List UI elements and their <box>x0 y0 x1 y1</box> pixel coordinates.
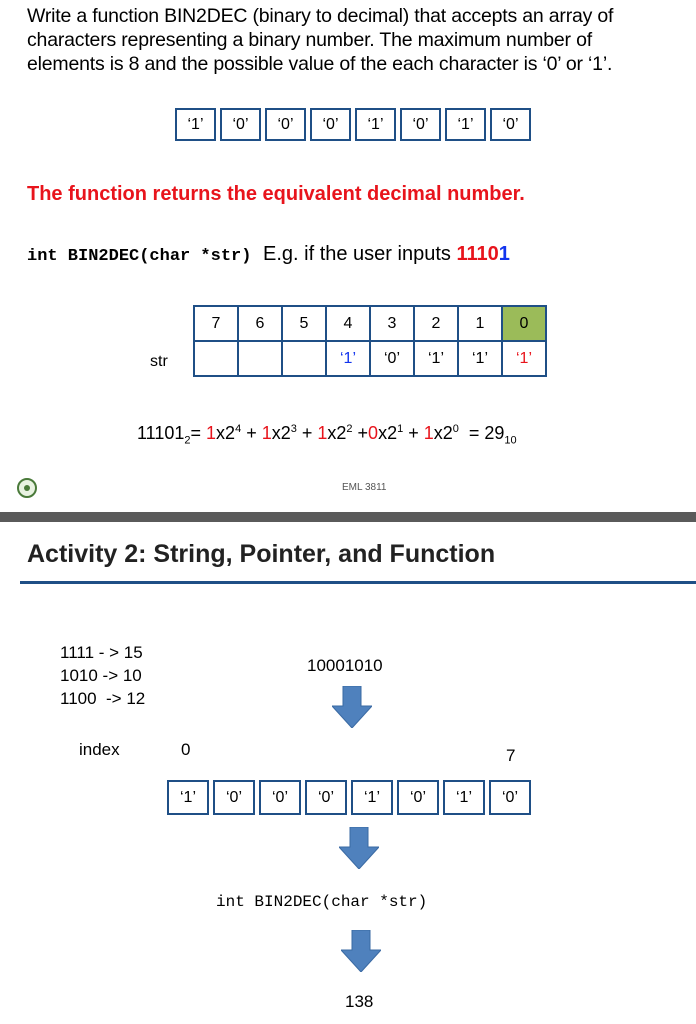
str-cell <box>238 341 282 376</box>
down-arrow-icon <box>341 930 381 972</box>
index-cell: 5 <box>282 306 326 341</box>
index-cell: 4 <box>326 306 370 341</box>
array-cell: ‘0’ <box>305 780 347 815</box>
formula-exp: 3 <box>290 423 297 435</box>
array-cell: ‘1’ <box>167 780 209 815</box>
university-logo-icon <box>17 478 37 498</box>
formula-exp: 0 <box>452 423 459 435</box>
array-cell: ‘1’ <box>445 108 486 141</box>
index-row <box>194 306 546 341</box>
formula-exp: 2 <box>346 423 353 435</box>
decimal-result: 138 <box>345 992 374 1011</box>
index-cell: 6 <box>238 306 282 341</box>
index-start: 0 <box>181 740 191 759</box>
index-end: 7 <box>506 746 516 765</box>
formula-base: x2 <box>378 423 398 443</box>
str-row <box>194 341 546 376</box>
formula-result-base: 10 <box>504 434 517 447</box>
index-cell: 7 <box>194 306 238 341</box>
conversion-formula <box>137 423 517 447</box>
example-char-array <box>175 108 535 141</box>
course-footer: EML 3811 <box>342 482 387 493</box>
formula-base: x2 <box>271 423 291 443</box>
formula-coef: 1 <box>261 423 272 443</box>
formula-op: = <box>190 423 207 443</box>
array-cell: ‘0’ <box>310 108 351 141</box>
str-cell: ‘1’ <box>458 341 502 376</box>
returns-statement: The function returns the equivalent decimal number. <box>27 183 525 205</box>
formula-result: = 29 <box>458 423 505 443</box>
formula-coef: 1 <box>206 423 217 443</box>
array-cell: ‘0’ <box>490 108 531 141</box>
formula-lhs-base: 2 <box>184 434 191 447</box>
eg-input-blue: 1 <box>498 243 510 265</box>
formula-coef: 1 <box>423 423 434 443</box>
intro-paragraph <box>27 4 696 76</box>
array-cell: ‘0’ <box>220 108 261 141</box>
formula-base: x2 <box>433 423 453 443</box>
str-cell: ‘1’ <box>502 341 546 376</box>
example-line: 1010 -> 10 <box>60 666 142 685</box>
eg-input-red: 1110 <box>456 243 499 265</box>
index-cell: 2 <box>414 306 458 341</box>
array-cell: ‘1’ <box>443 780 485 815</box>
signature-line <box>27 243 510 266</box>
index-cell-highlighted: 0 <box>502 306 546 341</box>
formula-exp: 4 <box>235 423 242 435</box>
intro-line: elements is 8 and the possible value of the each character is ‘0’ or ‘1’. <box>27 53 613 75</box>
slide-separator <box>0 512 696 522</box>
str-cell <box>194 341 238 376</box>
array-cell: ‘0’ <box>265 108 306 141</box>
formula-op: + <box>296 423 318 443</box>
input-binary-string: 10001010 <box>307 656 383 675</box>
index-label: index <box>79 740 120 759</box>
eg-prefix: E.g. if the user inputs <box>263 243 457 265</box>
array-cell: ‘0’ <box>400 108 441 141</box>
intro-line: Write a function BIN2DEC (binary to decimal) that accepts an array of <box>27 5 614 27</box>
formula-exp: 1 <box>397 423 404 435</box>
array-cell: ‘0’ <box>397 780 439 815</box>
array-cell: ‘0’ <box>213 780 255 815</box>
str-cell: ‘0’ <box>370 341 414 376</box>
array-cell: ‘0’ <box>489 780 531 815</box>
str-label: str <box>150 353 168 370</box>
formula-coef: 1 <box>317 423 328 443</box>
bit-index-table <box>193 305 547 377</box>
example-line: 1111 - > 15 <box>60 643 143 662</box>
input-char-array <box>167 780 535 815</box>
formula-base: x2 <box>327 423 347 443</box>
str-cell: ‘1’ <box>326 341 370 376</box>
formula-op: + <box>403 423 424 443</box>
intro-line: characters representing a binary number. The maximum number of <box>27 29 592 51</box>
array-cell: ‘0’ <box>259 780 301 815</box>
activity-title: Activity 2: String, Pointer, and Function <box>27 540 496 568</box>
str-cell <box>282 341 326 376</box>
example-line: 1100 -> 12 <box>60 689 146 708</box>
index-cell: 1 <box>458 306 502 341</box>
conversion-examples <box>60 641 145 710</box>
array-cell: ‘1’ <box>175 108 216 141</box>
formula-base: x2 <box>216 423 236 443</box>
formula-op: + <box>352 423 369 443</box>
down-arrow-icon <box>332 686 372 728</box>
str-cell: ‘1’ <box>414 341 458 376</box>
array-cell: ‘1’ <box>355 108 396 141</box>
function-signature-2: int BIN2DEC(char *str) <box>216 893 428 911</box>
index-cell: 3 <box>370 306 414 341</box>
title-underline <box>20 581 696 584</box>
down-arrow-icon <box>339 827 379 869</box>
formula-op: + <box>241 423 262 443</box>
formula-coef: 0 <box>368 423 379 443</box>
function-signature: int BIN2DEC(char *str) <box>27 247 252 266</box>
formula-lhs: 11101 <box>137 423 185 443</box>
array-cell: ‘1’ <box>351 780 393 815</box>
